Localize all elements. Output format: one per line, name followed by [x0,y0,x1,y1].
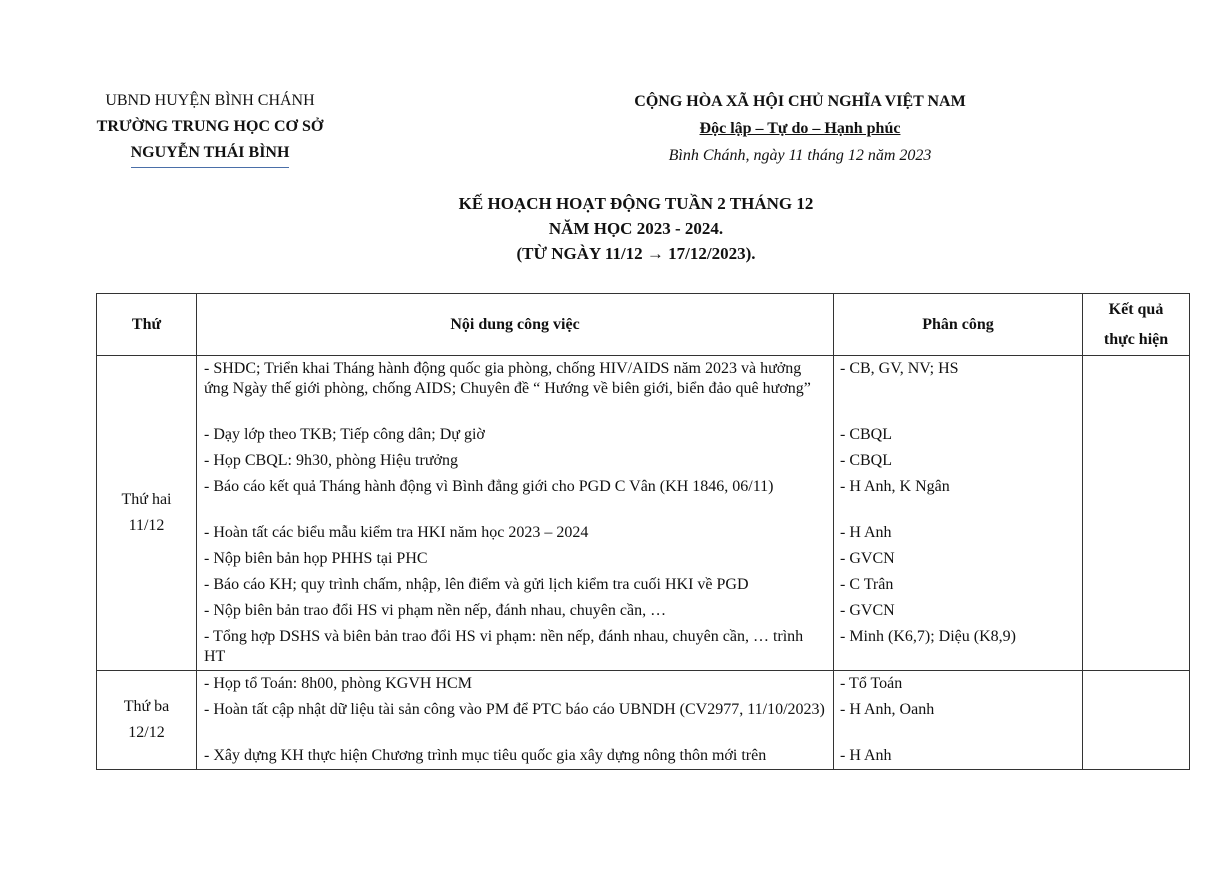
day-cell [97,356,197,671]
document-title [286,191,986,266]
task-item: - Nộp biên bản trao đổi HS vi phạm nền nếp, đánh nhau, chuyên cần, … [204,602,667,619]
task-item: - Dạy lớp theo TKB; Tiếp công dân; Dự giờ [204,426,485,443]
task-item: - Họp tổ Toán: 8h00, phòng KGVH HCM [204,675,472,692]
assign-item: - Tổ Toán [840,675,903,692]
day-cell [97,671,197,770]
school-type: TRƯỜNG TRUNG HỌC CƠ SỞ [96,118,324,135]
day-date: 11/12 [128,517,165,534]
header-result-line-1: Kết quả [1108,300,1164,318]
header-day: Thứ [97,294,197,356]
tasks-cell [197,671,834,770]
assign-cell [834,356,1083,671]
task-item: - Hoàn tất cập nhật dữ liệu tài sản công vào PM để PTC báo cáo UBNDH (CV2977, 11/10/2023) [204,701,825,718]
assign-item: - CBQL [840,452,892,469]
header-divider [131,167,289,168]
task-item: - Hoàn tất các biểu mẫu kiểm tra HKI năm học 2023 – 2024 [204,524,589,541]
national-header [570,88,1030,169]
assign-item: - H Anh [840,747,892,764]
task-item: - Nộp biên bản họp PHHS tại PHC [204,550,428,567]
school-name: NGUYỄN THÁI BÌNH [130,144,290,161]
task-item: - SHDC; Triển khai Tháng hành động quốc gia phòng, chống HIV/AIDS năm 2023 và hưởng ứng Ngày thế giới phòng, chống AIDS; Chuyên đề “ Hướng về biên giới, biển đảo quê hương” [204,360,811,397]
title-line-1: KẾ HOẠCH HOẠT ĐỘNG TUẦN 2 THÁNG 12 [458,194,814,213]
district-name: UBND HUYỆN BÌNH CHÁNH [105,92,315,109]
task-item: - Xây dựng KH thực hiện Chương trình mục tiêu quốc gia xây dựng nông thôn mới trên [204,747,767,764]
task-item: - Báo cáo KH; quy trình chấm, nhập, lên điểm và gửi lịch kiểm tra cuối HKI về PGD [204,576,749,593]
assign-item: - H Anh, K Ngân [840,478,950,495]
task-item: - Báo cáo kết quả Tháng hành động vì Bình đẳng giới cho PGD C Vân (KH 1846, 06/11) [204,478,774,495]
assign-item: - CB, GV, NV; HS [840,360,959,377]
tasks-cell [197,356,834,671]
title-line-3: (TỪ NGÀY 11/12 → 17/12/2023). [516,244,756,263]
country-name: CỘNG HÒA XÃ HỘI CHỦ NGHĨA VIỆT NAM [634,93,966,110]
day-date: 12/12 [128,724,165,741]
national-motto: Độc lập – Tự do – Hạnh phúc [699,120,901,137]
document-date: Bình Chánh, ngày 11 tháng 12 năm 2023 [668,147,932,164]
title-line-2: NĂM HỌC 2023 - 2024. [548,219,724,238]
table-header-row [97,294,1190,356]
header-content: Nội dung công việc [197,294,834,356]
table-row [97,671,1190,770]
day-name: Thứ ba [123,698,170,715]
assign-item: - H Anh [840,524,892,541]
day-name: Thứ hai [121,491,172,508]
header-result-line-2: thực hiện [1103,330,1169,348]
task-item: - Họp CBQL: 9h30, phòng Hiệu trưởng [204,452,459,469]
weekly-plan-table [96,293,1190,770]
assign-item: - GVCN [840,550,895,567]
table-row [97,356,1190,671]
assign-item: - GVCN [840,602,895,619]
assign-item: - C Trân [840,576,894,593]
header-assign: Phân công [834,294,1083,356]
assign-cell [834,671,1083,770]
assign-item: - CBQL [840,426,892,443]
assign-item: - H Anh, Oanh [840,701,935,718]
assign-item: - Minh (K6,7); Diệu (K8,9) [840,628,1016,645]
result-cell [1083,356,1190,671]
issuer-header [75,88,345,168]
header-result [1083,294,1190,356]
result-cell [1083,671,1190,770]
task-item: - Tổng hợp DSHS và biên bản trao đổi HS vi phạm: nền nếp, đánh nhau, chuyên cần, … trình HT [204,628,804,665]
